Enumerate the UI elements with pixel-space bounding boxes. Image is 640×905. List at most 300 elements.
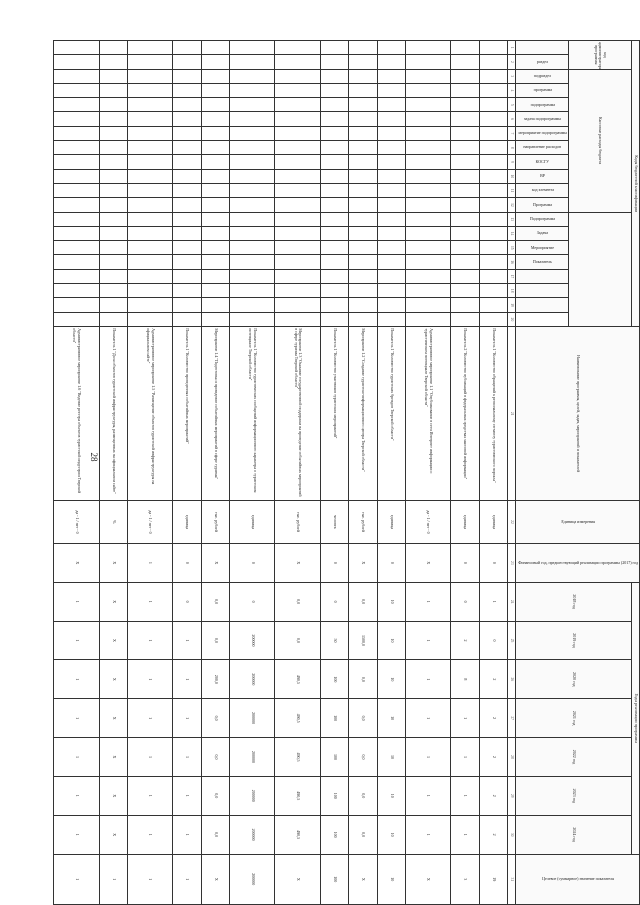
code-cell — [349, 155, 377, 169]
code-cell — [320, 284, 348, 298]
code-cell — [405, 112, 450, 126]
code-cell — [230, 98, 275, 112]
row-unit: единица — [377, 501, 405, 544]
code-cell — [451, 198, 479, 212]
code-subheader-18 — [515, 284, 568, 298]
code-cell — [275, 255, 320, 269]
code-cell — [349, 69, 377, 83]
codes-group-header: Коды бюджетной классификации — [632, 41, 640, 327]
year-header-7: 2024 год — [515, 815, 632, 854]
row-year-value-2: 50 — [320, 621, 348, 660]
row-year-value-5: 1 — [451, 738, 479, 777]
fin-year-column-header — [515, 543, 639, 582]
code-cell — [451, 226, 479, 240]
page-number: 28 — [89, 452, 99, 462]
code-cell — [479, 126, 507, 140]
code-cell — [405, 241, 450, 255]
code-cell — [173, 255, 201, 269]
row-year-value-2: Х — [99, 621, 127, 660]
column-number: 11 — [508, 183, 516, 197]
code-cell — [54, 312, 100, 327]
code-cell — [127, 141, 172, 155]
code-subheader-label: Программа — [532, 201, 553, 207]
column-numbers-row — [508, 41, 516, 905]
code-cell — [377, 126, 405, 140]
code-cell — [377, 112, 405, 126]
row-year-value-1: 0 — [451, 582, 479, 621]
code-cell — [451, 69, 479, 83]
code-cell — [275, 55, 320, 69]
code-subheader-2 — [515, 55, 568, 69]
code-cell — [349, 241, 377, 255]
code-cell — [99, 83, 127, 97]
code-cell — [54, 212, 100, 226]
row-year-value-5: 100 — [320, 738, 348, 777]
code-cell — [99, 41, 127, 55]
code-cell — [320, 98, 348, 112]
code-subheader-14 — [515, 226, 568, 240]
row-year-value-1: 0 — [320, 582, 348, 621]
code-cell — [451, 169, 479, 183]
code-cell — [405, 155, 450, 169]
code-cell — [54, 41, 100, 55]
row-year-value-3: 1 — [54, 660, 100, 699]
code-cell — [230, 212, 275, 226]
code-cell — [230, 141, 275, 155]
code-cell — [54, 169, 100, 183]
code-cell — [99, 69, 127, 83]
row-year-value-3: 10 — [377, 660, 405, 699]
code-cell — [349, 183, 377, 197]
code-cell — [99, 312, 127, 327]
code-cell — [230, 198, 275, 212]
code-cell — [349, 312, 377, 327]
row-target: 19 — [479, 854, 507, 904]
code-cell — [54, 298, 100, 312]
code-cell — [230, 41, 275, 55]
code-cell — [377, 155, 405, 169]
code-cell — [173, 183, 201, 197]
row-year-value-2: 0 — [479, 621, 507, 660]
code-cell — [201, 226, 229, 240]
row-unit: да - 1 / нет - 0 — [54, 501, 100, 544]
row-year-value-5: 10 — [377, 738, 405, 777]
code-cell — [479, 141, 507, 155]
code-cell — [320, 126, 348, 140]
code-cell — [201, 312, 229, 327]
code-cell — [349, 169, 377, 183]
code-cell — [127, 312, 172, 327]
code-cell — [173, 98, 201, 112]
column-number: 29 — [508, 776, 516, 815]
row-unit: % — [99, 501, 127, 544]
code-cell — [201, 169, 229, 183]
code-cell — [479, 169, 507, 183]
code-subheader-7 — [515, 126, 568, 140]
code-subheader-label: КОСГУ — [535, 158, 550, 164]
row-year-value-1: 0 — [173, 582, 201, 621]
code-cell — [349, 198, 377, 212]
row-year-value-7: 100 — [320, 815, 348, 854]
row-year-value-5: 0,0 — [349, 738, 377, 777]
code-subheader-13 — [515, 212, 568, 226]
code-cell — [173, 69, 201, 83]
row-year-value-2: 1 — [173, 621, 201, 660]
column-number: 7 — [508, 126, 516, 140]
code-subheader-1 — [515, 41, 568, 55]
row-year-value-7: 1 — [405, 815, 450, 854]
code-cell — [451, 298, 479, 312]
row-year-value-4: Х — [99, 699, 127, 738]
row-target: Х — [201, 854, 229, 904]
row-name: Административное мероприятие 1.1 "Опубликование в сети Интернет информации о туристическом потенциале Тверской области" — [405, 327, 450, 501]
row-year-value-4: 200000 — [230, 699, 275, 738]
code-cell — [54, 55, 100, 69]
code-cell — [377, 183, 405, 197]
row-fin-year: 0 — [320, 543, 348, 582]
column-number: 17 — [508, 269, 516, 283]
code-subheader-label: направление расходов — [523, 144, 562, 150]
code-cell — [201, 112, 229, 126]
code-cell — [405, 98, 450, 112]
row-year-value-7: 490,5 — [275, 815, 320, 854]
code-cell — [201, 126, 229, 140]
row-name: Показатель 1 "Количество проведенных событийных мероприятий" — [173, 327, 201, 501]
program-group-header: Кассовые расходы бюджета — [568, 69, 632, 212]
row-fin-year: Х — [99, 543, 127, 582]
code-cell — [275, 298, 320, 312]
row-year-value-7: 200000 — [230, 815, 275, 854]
row-year-value-6: Х — [99, 776, 127, 815]
code-cell — [230, 312, 275, 327]
code-cell — [451, 284, 479, 298]
code-cell — [99, 198, 127, 212]
code-cell — [275, 241, 320, 255]
code-cell — [405, 69, 450, 83]
code-cell — [201, 98, 229, 112]
code-cell — [99, 284, 127, 298]
rotated-table-wrapper — [72, 40, 640, 905]
code-cell — [99, 126, 127, 140]
row-unit: единица — [230, 501, 275, 544]
code-cell — [275, 112, 320, 126]
code-cell — [99, 255, 127, 269]
code-cell — [230, 169, 275, 183]
row-target: 1 — [99, 854, 127, 904]
code-subheader-15 — [515, 241, 568, 255]
code-cell — [479, 55, 507, 69]
code-subheader-11 — [515, 183, 568, 197]
column-number: 3 — [508, 69, 516, 83]
code-cell — [451, 126, 479, 140]
row-year-value-7: Х — [99, 815, 127, 854]
table-row — [54, 41, 100, 905]
code-subheader-label: Мероприятие — [530, 244, 554, 250]
code-cell — [230, 269, 275, 283]
code-cell — [405, 141, 450, 155]
row-year-value-7: 10 — [377, 815, 405, 854]
code-cell — [349, 269, 377, 283]
code-cell — [479, 41, 507, 55]
year-header-3: 2020 год — [515, 660, 632, 699]
code-cell — [451, 155, 479, 169]
table-row — [377, 41, 405, 905]
row-target: 1 — [173, 854, 201, 904]
column-number: 25 — [508, 621, 516, 660]
row-fin-year: Х — [275, 543, 320, 582]
code-cell — [201, 284, 229, 298]
row-unit: человек — [320, 501, 348, 544]
column-number: 28 — [508, 738, 516, 777]
code-cell — [230, 83, 275, 97]
row-name: Показатель 2 "Количество публикаций в федеральных средствах массовой информации" — [451, 327, 479, 501]
code-subheader-17 — [515, 269, 568, 283]
code-cell — [320, 241, 348, 255]
code-cell — [54, 141, 100, 155]
row-year-value-6: 0,0 — [201, 776, 229, 815]
code-cell — [54, 98, 100, 112]
code-cell — [54, 269, 100, 283]
code-subheader-label: мероприятие подпрограммы — [518, 130, 567, 136]
year-header-1: 2018 год — [515, 582, 632, 621]
row-year-value-2: 0,0 — [201, 621, 229, 660]
column-number: 16 — [508, 255, 516, 269]
code-cell — [99, 241, 127, 255]
row-year-value-6: 1 — [54, 776, 100, 815]
code-cell — [479, 255, 507, 269]
code-cell — [173, 241, 201, 255]
row-year-value-4: 1 — [451, 699, 479, 738]
code-cell — [451, 312, 479, 327]
row-year-value-6: 1 — [127, 776, 172, 815]
code-cell — [479, 69, 507, 83]
code-cell — [99, 298, 127, 312]
code-cell — [377, 284, 405, 298]
code-cell — [405, 169, 450, 183]
code-cell — [99, 212, 127, 226]
row-year-value-2: 10 — [377, 621, 405, 660]
row-name: Административное мероприятие 1.5 "Размещение объектов туристской инфраструктуры на официальном сайте" — [127, 327, 172, 501]
row-year-value-1: 0,0 — [349, 582, 377, 621]
code-subheader-label: раздел — [536, 58, 548, 64]
code-cell — [349, 298, 377, 312]
code-cell — [99, 141, 127, 155]
code-cell — [99, 269, 127, 283]
code-cell — [377, 212, 405, 226]
code-cell — [349, 126, 377, 140]
code-cell — [173, 312, 201, 327]
code-cell — [320, 69, 348, 83]
code-cell — [377, 83, 405, 97]
code-cell — [127, 241, 172, 255]
code-cell — [275, 41, 320, 55]
code-subheader-label: код элемента — [531, 187, 554, 193]
code-subheader-16 — [515, 255, 568, 269]
code-cell — [377, 41, 405, 55]
code-cell — [451, 212, 479, 226]
code-cell — [230, 126, 275, 140]
column-number: 12 — [508, 198, 516, 212]
column-number: 26 — [508, 660, 516, 699]
row-name: Административное мероприятие 1.6 "Ведение реестра объектов туристской индустрии Тверской области" — [54, 327, 100, 501]
row-year-value-4: 100 — [320, 699, 348, 738]
code-cell — [201, 155, 229, 169]
code-cell — [405, 212, 450, 226]
row-year-value-7: 1 — [173, 815, 201, 854]
code-cell — [54, 126, 100, 140]
code-cell — [349, 55, 377, 69]
code-cell — [127, 169, 172, 183]
code-cell — [405, 312, 450, 327]
code-cell — [275, 226, 320, 240]
table-row — [405, 41, 450, 905]
row-year-value-3: 200000 — [230, 660, 275, 699]
row-target: 1 — [127, 854, 172, 904]
code-cell — [230, 284, 275, 298]
code-cell — [127, 255, 172, 269]
target-column-header — [515, 854, 639, 904]
code-cell — [99, 55, 127, 69]
row-fin-year: 1 — [127, 543, 172, 582]
code-cell — [349, 98, 377, 112]
code-cell — [377, 226, 405, 240]
row-unit: тыс. рублей — [201, 501, 229, 544]
table-row — [99, 41, 127, 905]
column-number: 4 — [508, 83, 516, 97]
code-cell — [173, 112, 201, 126]
code-cell — [451, 241, 479, 255]
code-cell — [405, 55, 450, 69]
code-cell — [173, 155, 201, 169]
code-cell — [451, 141, 479, 155]
code-cell — [173, 83, 201, 97]
code-cell — [349, 255, 377, 269]
row-name: Мероприятие 1.3 "Оказание государственной поддержки на проведение событийных мероприятий в сфере туризма Тверской области" — [275, 327, 320, 501]
row-year-value-4: 1 — [127, 699, 172, 738]
code-cell — [349, 226, 377, 240]
code-cell — [405, 269, 450, 283]
row-unit: тыс. рублей — [349, 501, 377, 544]
row-year-value-3: 1 — [127, 660, 172, 699]
code-cell — [275, 155, 320, 169]
code-cell — [173, 226, 201, 240]
row-year-value-1: 1 — [54, 582, 100, 621]
code-cell — [320, 269, 348, 283]
code-cell — [201, 241, 229, 255]
admin-code-header: код администратора программы — [568, 41, 632, 70]
column-number: 31 — [508, 854, 516, 904]
code-cell — [479, 226, 507, 240]
code-cell — [201, 269, 229, 283]
code-subheader-6 — [515, 112, 568, 126]
code-cell — [377, 69, 405, 83]
code-cell — [479, 269, 507, 283]
row-year-value-3: 2 — [479, 660, 507, 699]
code-cell — [451, 83, 479, 97]
code-cell — [275, 212, 320, 226]
code-cell — [405, 198, 450, 212]
row-year-value-7: 0,0 — [349, 815, 377, 854]
code-cell — [320, 41, 348, 55]
code-cell — [405, 126, 450, 140]
row-year-value-5: 200000 — [230, 738, 275, 777]
code-cell — [127, 69, 172, 83]
row-fin-year: Х — [405, 543, 450, 582]
row-year-value-6: 1 — [173, 776, 201, 815]
code-cell — [54, 226, 100, 240]
code-cell — [54, 155, 100, 169]
row-year-value-3: 100 — [320, 660, 348, 699]
row-name: Показатель 1 "Количество обращений к региональному сегменту туристического портала" — [479, 327, 507, 501]
row-year-value-2: 1500,0 — [349, 621, 377, 660]
code-cell — [127, 98, 172, 112]
row-year-value-6: 1 — [451, 776, 479, 815]
table-row — [201, 41, 229, 905]
code-cell — [349, 112, 377, 126]
row-name: Мероприятие 1.4 "Подготовка и проведение событийных мероприятий в сфере туризма" — [201, 327, 229, 501]
code-subheader-label: задача подпрограммы — [523, 115, 562, 121]
code-cell — [127, 298, 172, 312]
row-year-value-3: 200,0 — [201, 660, 229, 699]
code-cell — [377, 169, 405, 183]
row-year-value-1: 10 — [377, 582, 405, 621]
code-cell — [230, 241, 275, 255]
column-number: 10 — [508, 169, 516, 183]
column-number: 18 — [508, 284, 516, 298]
code-cell — [127, 183, 172, 197]
row-fin-year: Х — [201, 543, 229, 582]
code-cell — [275, 141, 320, 155]
row-year-value-6: 10 — [377, 776, 405, 815]
row-year-value-5: 2 — [479, 738, 507, 777]
code-cell — [201, 83, 229, 97]
row-year-value-2: 2 — [451, 621, 479, 660]
row-year-value-2: 200000 — [230, 621, 275, 660]
column-number: 6 — [508, 112, 516, 126]
column-number: 2 — [508, 55, 516, 69]
code-cell — [173, 198, 201, 212]
program-indicators-table — [53, 40, 640, 905]
year-header-2: 2019 год — [515, 621, 632, 660]
column-number: 20 — [508, 312, 516, 327]
code-cell — [99, 226, 127, 240]
code-cell — [127, 55, 172, 69]
code-cell — [275, 169, 320, 183]
code-cell — [349, 83, 377, 97]
code-cell — [320, 112, 348, 126]
table-row — [173, 41, 201, 905]
row-year-value-2: 0,0 — [275, 621, 320, 660]
code-cell — [320, 83, 348, 97]
code-cell — [99, 98, 127, 112]
row-fin-year: 0 — [479, 543, 507, 582]
code-cell — [479, 298, 507, 312]
row-year-value-6: 0,0 — [349, 776, 377, 815]
code-cell — [201, 41, 229, 55]
column-number: 21 — [508, 327, 516, 501]
code-cell — [54, 112, 100, 126]
code-cell — [451, 183, 479, 197]
code-cell — [405, 226, 450, 240]
row-name: Мероприятие 1.2 "Создание туристско-информационного центра Тверской области" — [349, 327, 377, 501]
code-cell — [230, 155, 275, 169]
code-cell — [377, 241, 405, 255]
code-cell — [127, 83, 172, 97]
code-cell — [451, 269, 479, 283]
code-cell — [349, 41, 377, 55]
table-row — [451, 41, 479, 905]
year-header-4: 2021 год — [515, 699, 632, 738]
